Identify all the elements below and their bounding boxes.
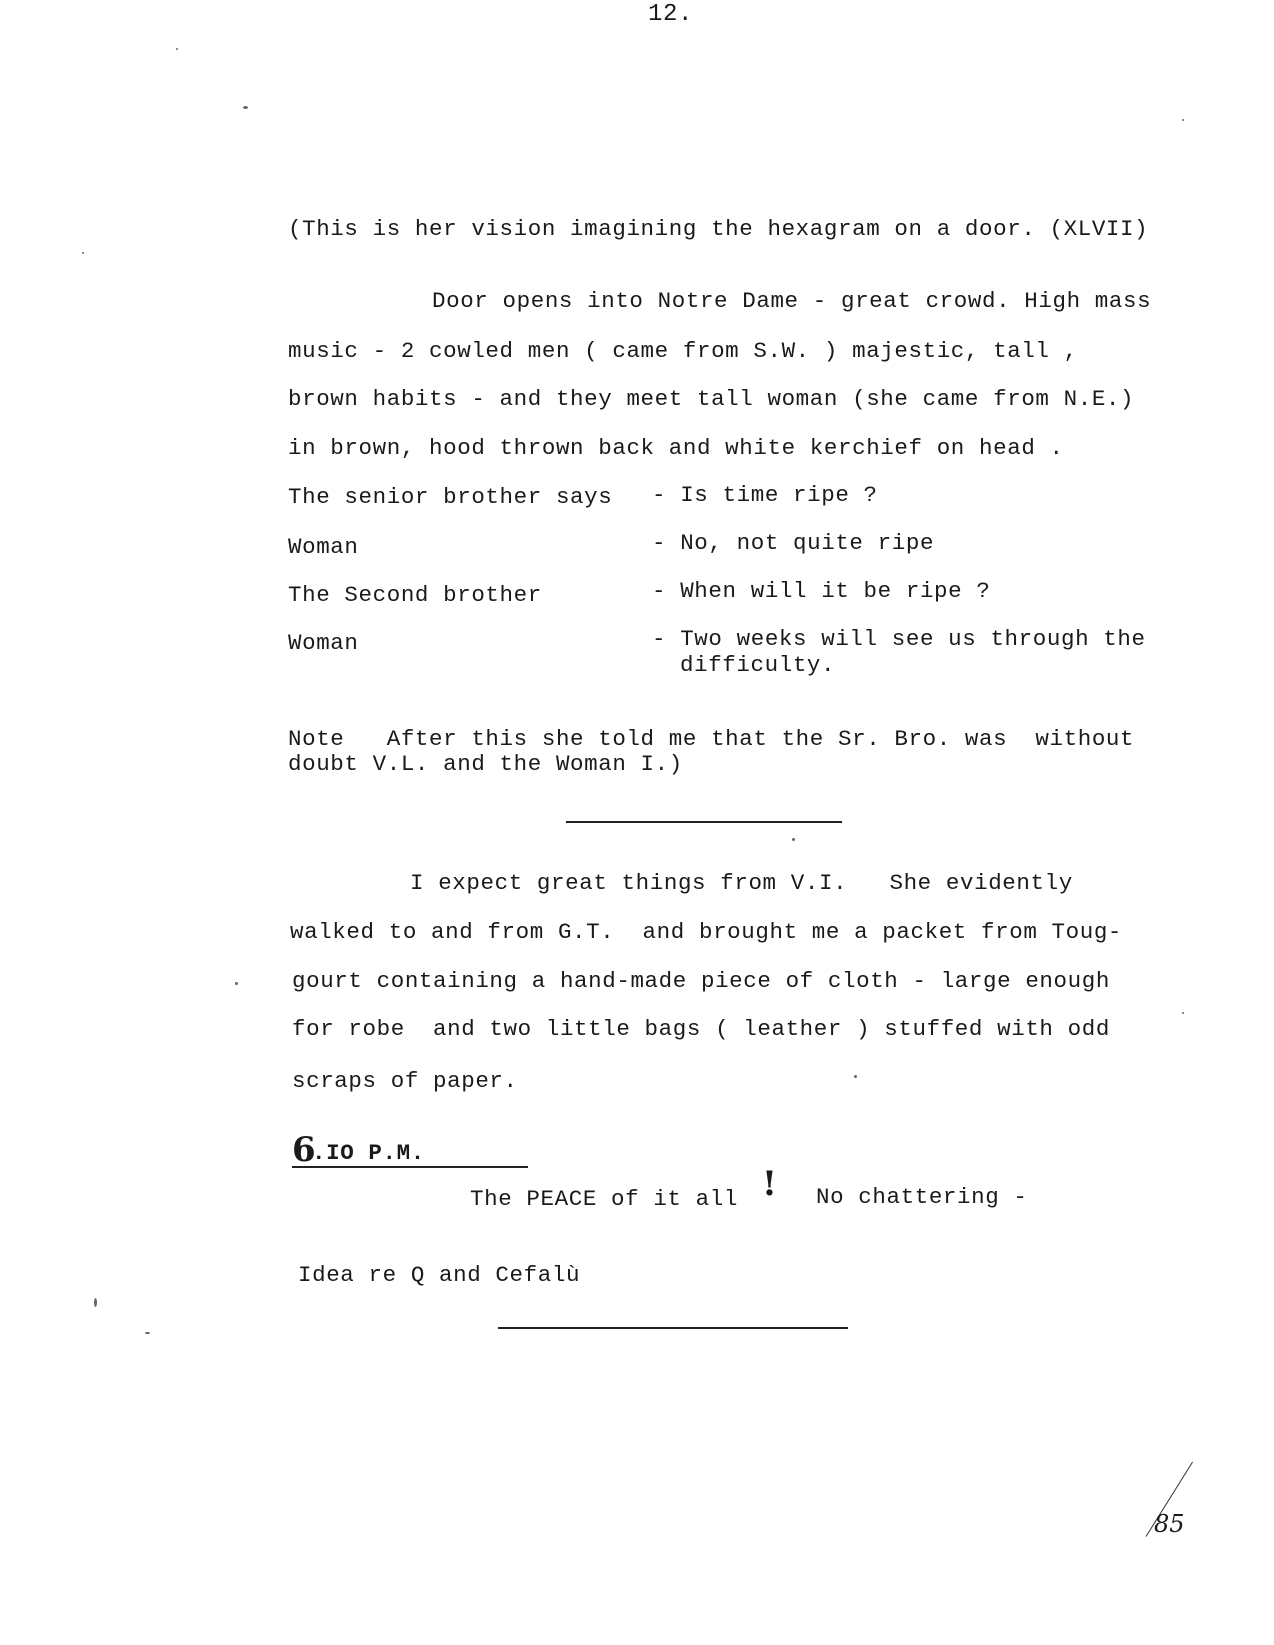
paragraph-2-line-4: for robe and two little bags ( leather ) stuffed with odd bbox=[292, 1016, 1110, 1042]
paragraph-1-line-3: brown habits - and they meet tall woman (she came from N.E.) bbox=[288, 386, 1135, 412]
scan-speck bbox=[94, 1298, 97, 1307]
page-number: 12. bbox=[648, 1, 694, 28]
peace-line-after: No chattering - bbox=[816, 1184, 1028, 1210]
scan-speck bbox=[1182, 1012, 1184, 1014]
paragraph-1-line-1: Door opens into Notre Dame - great crowd. High mass bbox=[432, 288, 1152, 314]
scan-speck bbox=[854, 1075, 857, 1078]
paragraph-2-line-3: gourt containing a hand-made piece of cloth - large enough bbox=[292, 968, 1110, 994]
time-heading bbox=[292, 1130, 528, 1170]
scan-speck bbox=[82, 252, 84, 254]
scan-speck bbox=[792, 838, 795, 841]
paragraph-2-line-1: I expect great things from V.I. She evidently bbox=[410, 870, 1073, 896]
paragraph-1-line-2: music - 2 cowled men ( came from S.W. ) majestic, tall , bbox=[288, 338, 1078, 364]
dialogue-line-2: - No, not quite ripe bbox=[652, 530, 935, 556]
dialogue-line-1: - Is time ripe ? bbox=[652, 482, 878, 508]
time-heading-text: .IO P.M. bbox=[312, 1140, 425, 1166]
folio-number-text: 85 bbox=[1154, 1510, 1185, 1538]
note-line-2: doubt V.L. and the Woman I.) bbox=[288, 751, 683, 777]
intro-line: (This is her vision imagining the hexagram on a door. (XLVII) bbox=[288, 216, 1149, 242]
dialogue-line-3: - When will it be ripe ? bbox=[652, 578, 991, 604]
section-divider-2 bbox=[498, 1327, 848, 1329]
scan-speck bbox=[235, 982, 238, 985]
scan-speck bbox=[176, 48, 178, 50]
paragraph-2-line-5: scraps of paper. bbox=[292, 1068, 518, 1094]
section-divider-1 bbox=[566, 821, 842, 823]
time-heading-handwritten-digit: 6 bbox=[292, 1130, 316, 1170]
dialogue-speaker-1: The senior brother says bbox=[288, 484, 613, 510]
paragraph-1-line-4: in brown, hood thrown back and white kerchief on head . bbox=[288, 435, 1064, 461]
dialogue-speaker-4: Woman bbox=[288, 630, 359, 656]
dialogue-line-4: - Two weeks will see us through the bbox=[652, 626, 1146, 652]
folio-number bbox=[1140, 1460, 1220, 1540]
dialogue-speaker-3: The Second brother bbox=[288, 582, 542, 608]
dialogue-speaker-2: Woman bbox=[288, 534, 359, 560]
idea-line: Idea re Q and Cefalù bbox=[298, 1262, 581, 1288]
scan-speck bbox=[243, 106, 248, 109]
peace-line-text: The PEACE of it all bbox=[470, 1186, 738, 1212]
paragraph-2-line-2: walked to and from G.T. and brought me a packet from Toug- bbox=[290, 919, 1123, 945]
note-line-1: Note After this she told me that the Sr. Bro. was without bbox=[288, 726, 1135, 752]
scan-speck bbox=[1182, 119, 1184, 121]
dialogue-line-4-continued: difficulty. bbox=[680, 652, 836, 678]
scan-speck bbox=[145, 1332, 150, 1334]
peace-exclamation-mark: ! bbox=[762, 1164, 777, 1204]
